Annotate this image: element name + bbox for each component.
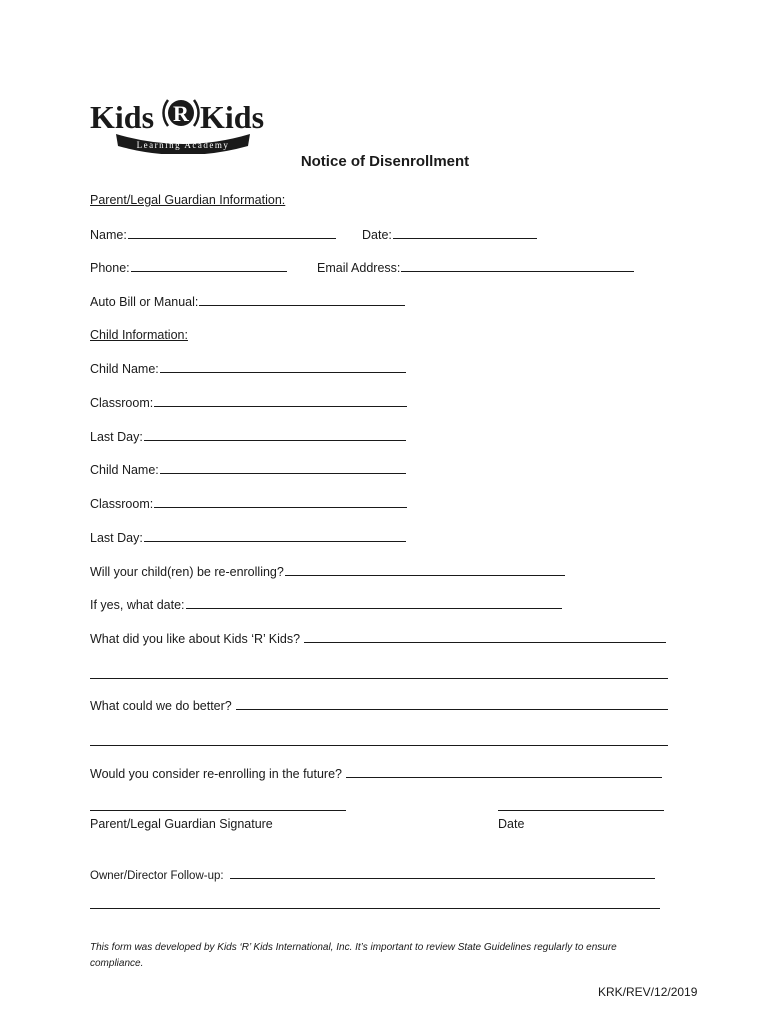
parent-date-row — [362, 227, 537, 242]
liked-field-continued[interactable] — [90, 678, 668, 679]
parent-email-label: Email Address: — [317, 261, 401, 275]
child1-lastday-label: Last Day: — [90, 430, 143, 444]
billing-label: Auto Bill or Manual: — [90, 295, 199, 309]
owner-followup-field-continued[interactable] — [90, 908, 660, 909]
child2-name-field[interactable] — [160, 462, 406, 474]
owner-followup-field[interactable] — [230, 868, 655, 879]
child2-name-label: Child Name: — [90, 463, 159, 477]
better-row — [90, 698, 668, 713]
future-field[interactable] — [346, 766, 662, 778]
liked-label: What did you like about Kids ‘R’ Kids? — [90, 632, 301, 646]
better-label: What could we do better? — [90, 699, 232, 713]
logo-graphic — [88, 92, 278, 154]
billing-field[interactable] — [199, 294, 405, 306]
parent-phone-label: Phone: — [90, 261, 130, 275]
child1-classroom-field[interactable] — [154, 395, 407, 407]
better-field[interactable] — [236, 698, 668, 710]
child2-classroom-field[interactable] — [154, 496, 407, 508]
child2-lastday-label: Last Day: — [90, 531, 143, 545]
child2-lastday-row — [90, 530, 406, 545]
parent-section-heading: Parent/Legal Guardian Information: — [90, 193, 286, 207]
reenroll-date-field[interactable] — [186, 597, 562, 609]
parent-email-field[interactable] — [401, 260, 634, 272]
parent-name-field[interactable] — [128, 227, 336, 239]
reenrolling-field[interactable] — [285, 564, 565, 576]
parent-date-label: Date: — [362, 228, 392, 242]
child1-name-label: Child Name: — [90, 362, 159, 376]
footer-note: This form was developed by Kids ‘R’ Kids International, Inc. It’s important to review State Guidelines regularly to ensure compliance. — [90, 942, 617, 969]
owner-followup-label: Owner/Director Follow-up: — [90, 870, 224, 882]
reenroll-date-label: If yes, what date: — [90, 598, 185, 612]
owner-followup-row — [90, 868, 655, 882]
child1-lastday-field[interactable] — [144, 429, 406, 441]
parent-email-row — [317, 260, 634, 275]
reenroll-date-row — [90, 597, 562, 612]
billing-row — [90, 294, 405, 309]
reenrolling-label: Will your child(ren) be re-enrolling? — [90, 565, 284, 579]
logo-letter-r: R — [173, 101, 189, 126]
child1-name-row — [90, 361, 406, 376]
logo-word-right: Kids — [200, 99, 265, 135]
parent-name-label: Name: — [90, 228, 127, 242]
child1-classroom-label: Classroom: — [90, 396, 154, 410]
child2-classroom-row — [90, 496, 407, 511]
child2-name-row — [90, 462, 406, 477]
liked-row — [90, 631, 666, 646]
child2-lastday-field[interactable] — [144, 530, 406, 542]
logo-word-left: Kids — [90, 99, 155, 135]
signature-date-line[interactable] — [498, 810, 664, 811]
future-row — [90, 766, 662, 781]
kids-r-kids-logo — [88, 92, 278, 154]
signature-label: Parent/Legal Guardian Signature — [90, 817, 273, 831]
child1-classroom-row — [90, 395, 407, 410]
signature-line[interactable] — [90, 810, 346, 811]
parent-name-row — [90, 227, 336, 242]
child1-name-field[interactable] — [160, 361, 406, 373]
child1-lastday-row — [90, 429, 406, 444]
liked-field[interactable] — [304, 631, 666, 643]
form-title: Notice of Disenrollment — [300, 153, 470, 170]
reenrolling-row — [90, 564, 565, 579]
child-section-heading: Child Information: — [90, 328, 188, 342]
parent-phone-field[interactable] — [131, 260, 287, 272]
child2-classroom-label: Classroom: — [90, 497, 154, 511]
revision-code: KRK/REV/12/2019 — [598, 985, 698, 999]
better-field-continued[interactable] — [90, 745, 668, 746]
parent-phone-row — [90, 260, 287, 275]
signature-date-label: Date — [498, 817, 525, 831]
logo-tagline: Learning Academy — [136, 140, 230, 150]
future-label: Would you consider re-enrolling in the future? — [90, 767, 342, 781]
parent-date-field[interactable] — [393, 227, 537, 239]
